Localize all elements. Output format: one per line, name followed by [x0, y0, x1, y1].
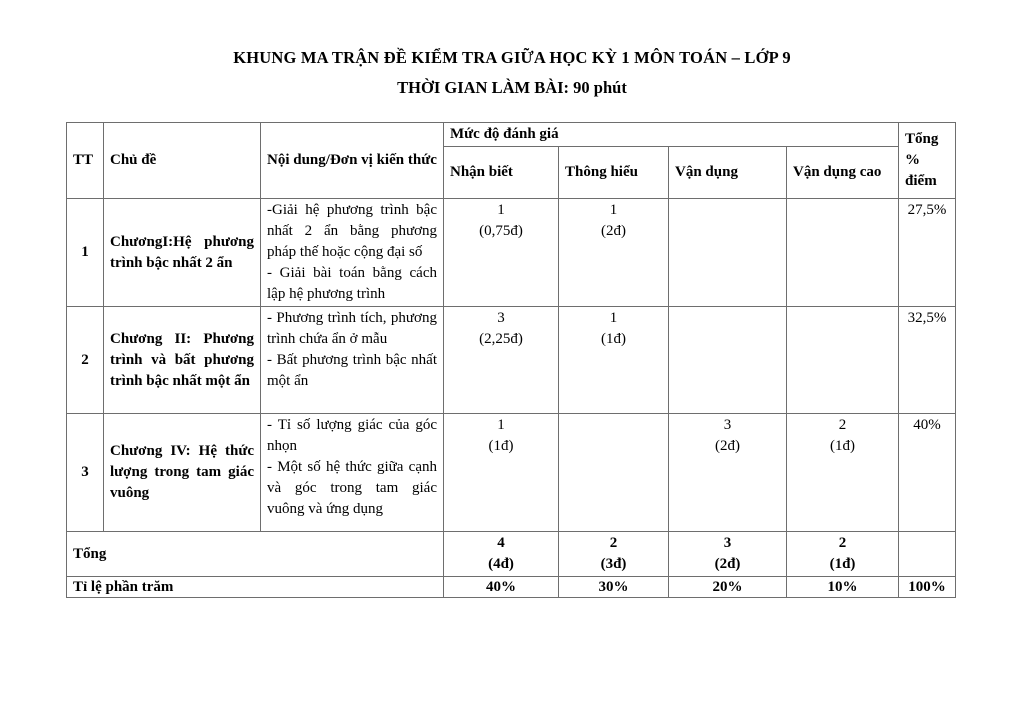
- header-muc-do-danh-gia: Mức độ đánh giá: [444, 123, 899, 147]
- count-value: 1: [497, 202, 505, 218]
- count-value: 3: [497, 310, 505, 326]
- row3-thong-hieu: [559, 414, 669, 532]
- score-value: (2đ): [715, 438, 740, 454]
- row3-tt: 3: [67, 414, 104, 532]
- row1-thong-hieu: [559, 199, 669, 307]
- percent-nhan-biet: 40%: [444, 577, 559, 598]
- header-row-top: [67, 123, 956, 147]
- count-value: 1: [497, 417, 505, 433]
- document-title: KHUNG MA TRẬN ĐỀ KIỂM TRA GIỮA HỌC KỲ 1 MÔN TOÁN – LỚP 9: [233, 48, 791, 67]
- percent-van-dung-cao: 10%: [787, 577, 899, 598]
- count-value: 2: [609, 535, 618, 551]
- row1-nhan-biet: [444, 199, 559, 307]
- score-value: (1đ): [601, 331, 626, 347]
- row2-noi-dung-item: - Phương trình tích, phương trình chứa ẩn ở mẫu: [267, 310, 437, 347]
- row1-noi-dung-item: -Giải hệ phương trình bậc nhất 2 ẩn bằng phương pháp thế hoặc cộng đại số: [267, 202, 437, 260]
- percent-thong-hieu: 30%: [559, 577, 669, 598]
- score-value: (0,75đ): [479, 223, 523, 239]
- row3-chu-de: Chương IV: Hệ thức lượng trong tam giác vuông: [104, 414, 261, 532]
- row2-van-dung: [669, 307, 787, 414]
- total-thong-hieu: [559, 532, 669, 577]
- row3-van-dung-cao: [787, 414, 899, 532]
- row3-nhan-biet: [444, 414, 559, 532]
- row3-noi-dung: [261, 414, 444, 532]
- header-noi-dung: Nội dung/Đơn vị kiến thức: [261, 123, 444, 199]
- exam-matrix-table: [66, 122, 956, 598]
- count-value: 1: [609, 310, 618, 326]
- count-value: 3: [723, 535, 732, 551]
- table-row: [67, 414, 956, 532]
- score-value: (2đ): [714, 556, 741, 572]
- row2-van-dung-cao: [787, 307, 899, 414]
- row2-nhan-biet: [444, 307, 559, 414]
- row1-van-dung-cao: [787, 199, 899, 307]
- row2-thong-hieu: [559, 307, 669, 414]
- header-level-nhan-biet: Nhận biết: [444, 147, 559, 199]
- score-value: (1đ): [829, 556, 856, 572]
- score-value: (2đ): [601, 223, 626, 239]
- percent-van-dung: 20%: [669, 577, 787, 598]
- row2-noi-dung: [261, 307, 444, 414]
- row1-noi-dung-item: - Giải bài toán bằng cách lập hệ phương trình: [267, 265, 437, 302]
- row2-tt: 2: [67, 307, 104, 414]
- score-value: (3đ): [600, 556, 627, 572]
- total-nhan-biet: [444, 532, 559, 577]
- row1-noi-dung: [261, 199, 444, 307]
- header-level-thong-hieu: Thông hiểu: [559, 147, 669, 199]
- percent-row: [67, 577, 956, 598]
- count-value: 2: [838, 417, 847, 433]
- percent-tong-pct: 100%: [899, 577, 956, 598]
- row2-noi-dung-item: - Bất phương trình bậc nhất một ẩn: [267, 352, 437, 389]
- count-value: 3: [723, 417, 732, 433]
- total-van-dung-cao: [787, 532, 899, 577]
- count-value: 4: [497, 535, 505, 551]
- row1-chu-de: ChươngI:Hệ phương trình bậc nhất 2 ẩn: [104, 199, 261, 307]
- count-value: 2: [838, 535, 847, 551]
- row1-tt: 1: [67, 199, 104, 307]
- header-tt: TT: [67, 123, 104, 199]
- row3-tong-pct: 40%: [899, 414, 956, 532]
- row3-noi-dung-item: - Tỉ số lượng giác của góc nhọn: [267, 417, 437, 454]
- row1-van-dung: [669, 199, 787, 307]
- total-tong-pct: [899, 532, 956, 577]
- row3-noi-dung-item: - Một số hệ thức giữa cạnh và góc trong tam giác vuông và ứng dụng: [267, 459, 437, 517]
- header-level-van-dung: Vận dụng: [669, 147, 787, 199]
- row3-van-dung: [669, 414, 787, 532]
- header-chu-de: Chủ đề: [104, 123, 261, 199]
- row2-chu-de: Chương II: Phương trình và bất phương trình bậc nhất một ẩn: [104, 307, 261, 414]
- row1-tong-pct: 27,5%: [899, 199, 956, 307]
- table-row: [67, 199, 956, 307]
- score-value: (4đ): [488, 556, 514, 572]
- header-tong-pct-diem: Tổng % điểm: [899, 123, 956, 199]
- row2-tong-pct: 32,5%: [899, 307, 956, 414]
- score-value: (2,25đ): [479, 331, 523, 347]
- total-row-label: Tổng: [67, 532, 444, 577]
- score-value: (1đ): [830, 438, 856, 454]
- total-row: [67, 532, 956, 577]
- header-level-van-dung-cao: Vận dụng cao: [787, 147, 899, 199]
- table-row: [67, 307, 956, 414]
- count-value: 1: [609, 202, 618, 218]
- score-value: (1đ): [488, 438, 514, 454]
- document-subtitle: THỜI GIAN LÀM BÀI: 90 phút: [397, 78, 627, 97]
- percent-row-label: Tỉ lệ phần trăm: [67, 577, 444, 598]
- total-van-dung: [669, 532, 787, 577]
